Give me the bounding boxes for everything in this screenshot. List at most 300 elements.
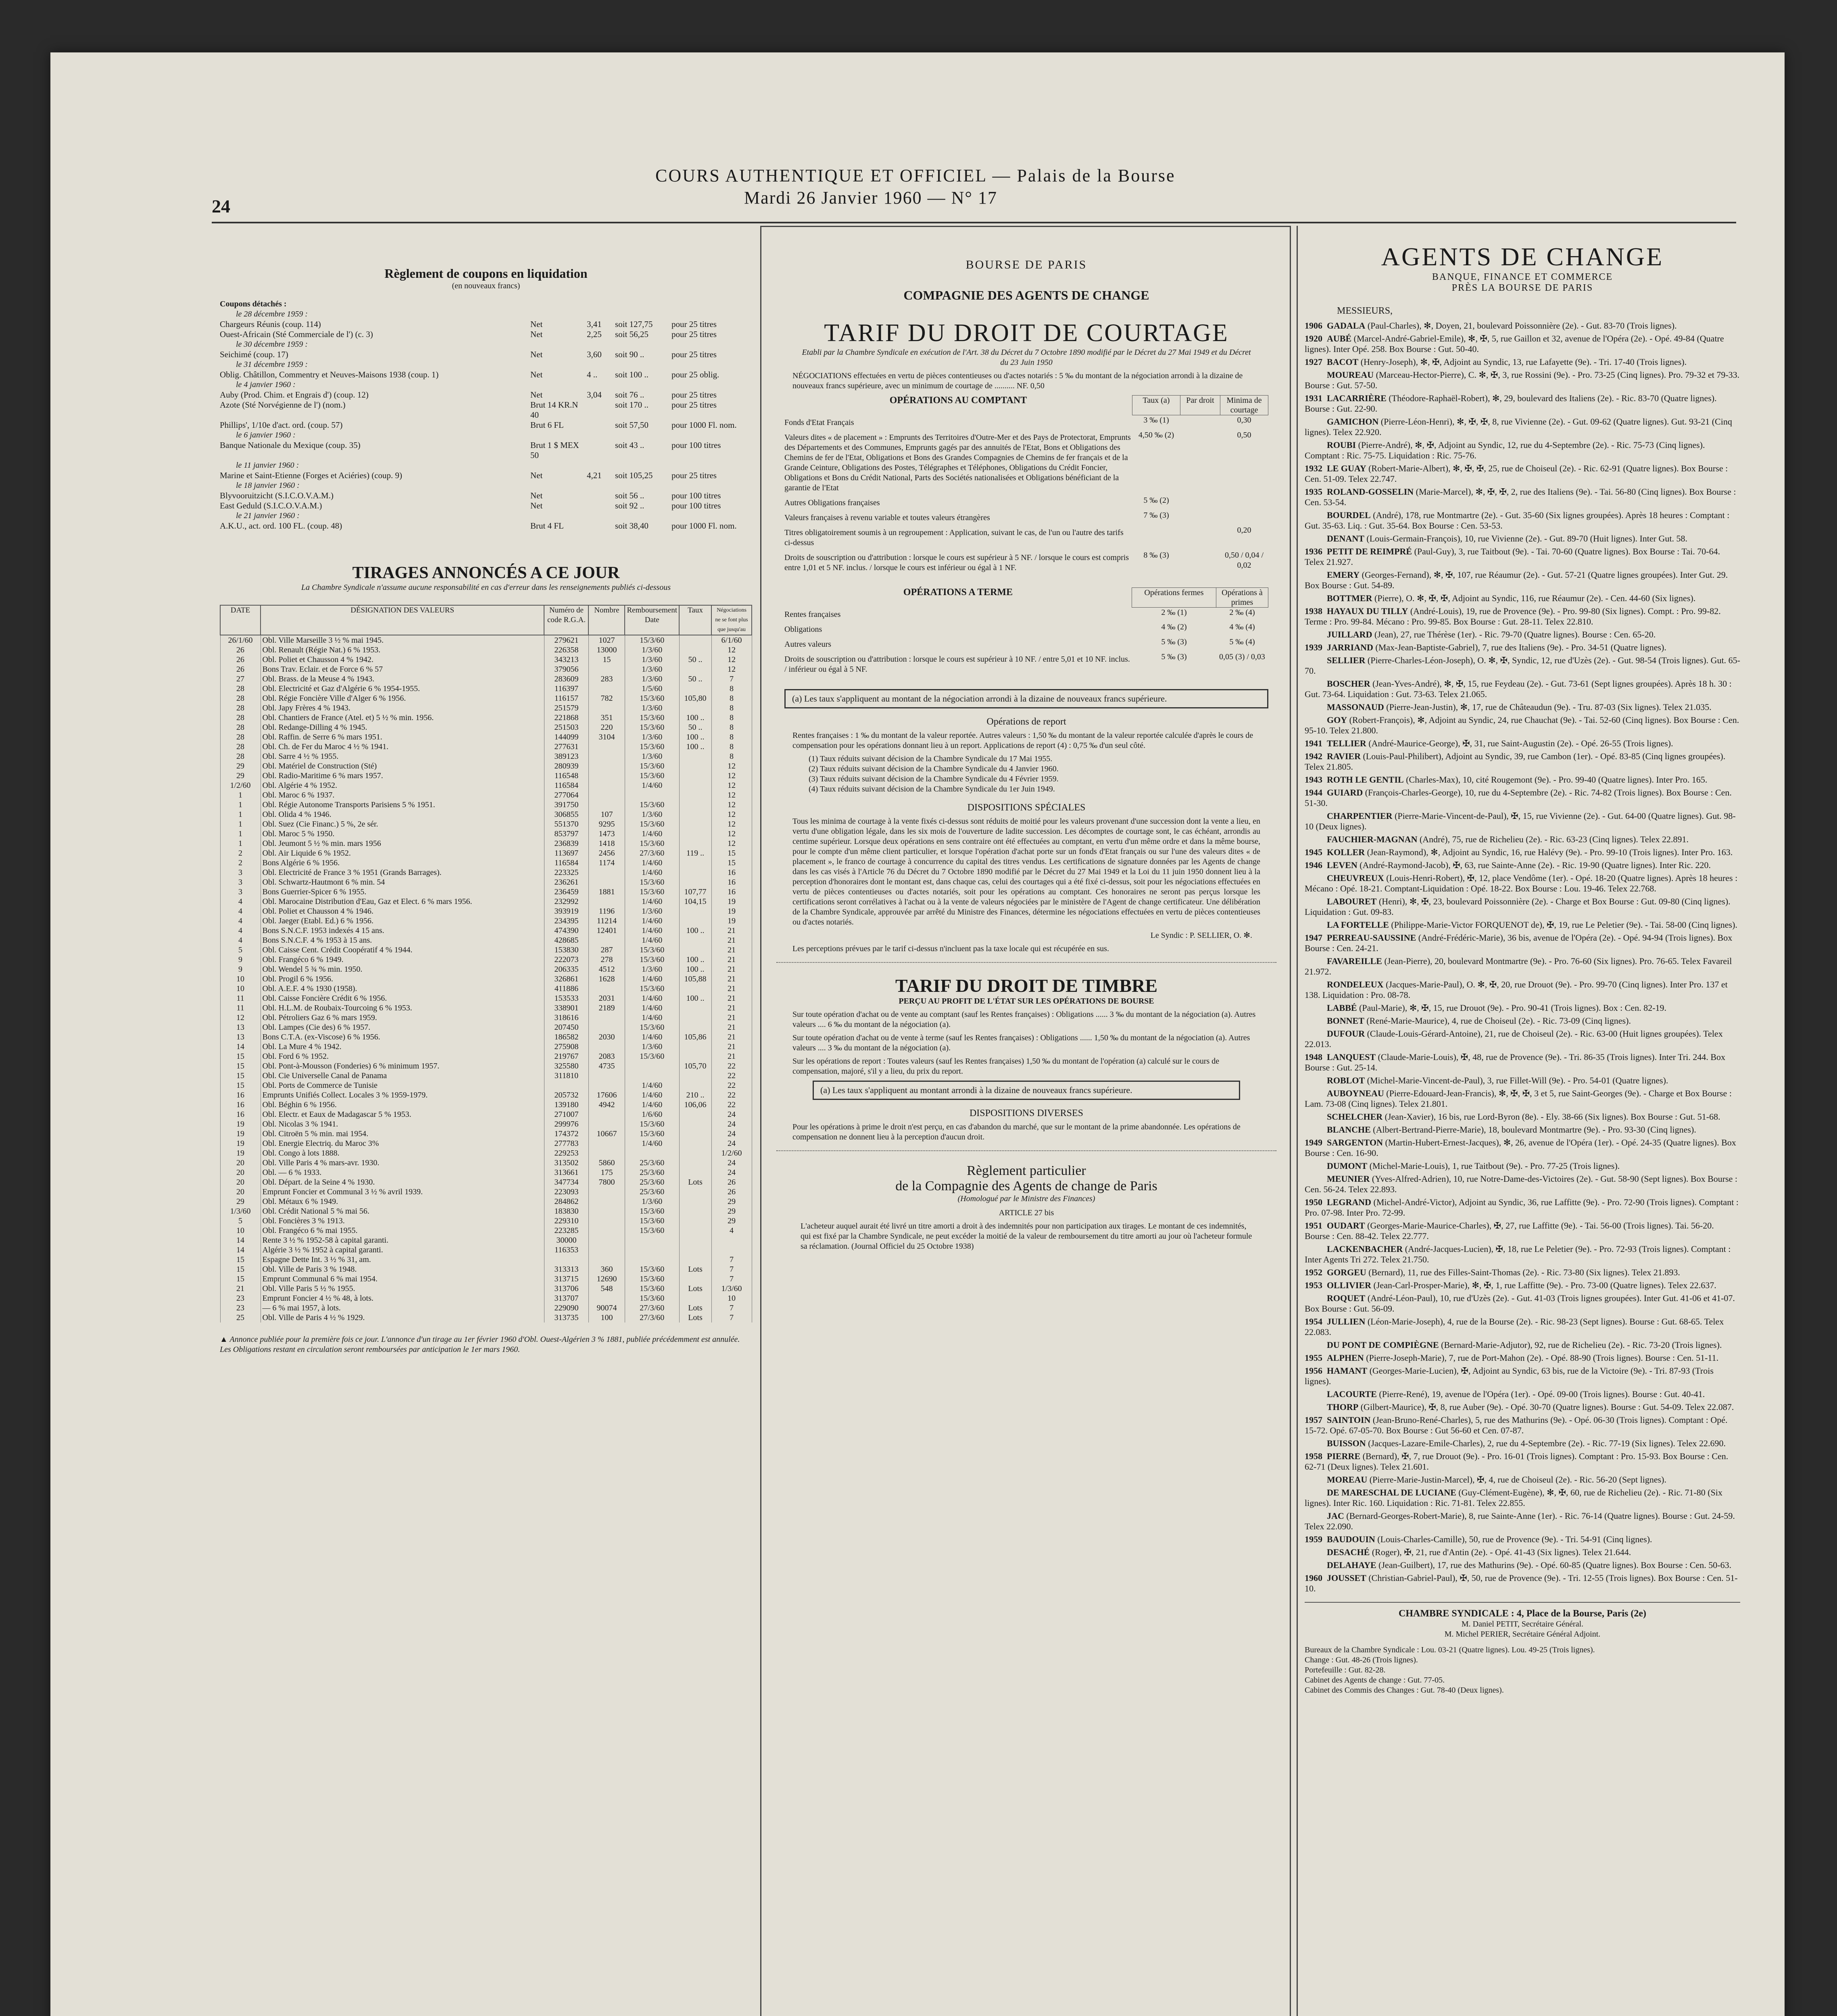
terme-row xyxy=(784,637,1268,652)
table-cell: 1/2/60 xyxy=(711,1148,752,1158)
table-cell: 13 xyxy=(220,1032,261,1042)
col-droit: Par droit xyxy=(1180,396,1220,415)
table-cell: 1/4/60 xyxy=(625,781,679,790)
table-cell: 338901 xyxy=(544,1003,588,1013)
report-text: Rentes françaises : 1 ‰ du montant de la valeur reportée. Autres valeurs : 1,50 ‰ du montant de la valeur reportée calculée d'après le cours de compensation pour les opérations donnant lieu à un report. Applications de report (4) : 0,75 ‰ d'un seul côté. xyxy=(792,731,1253,750)
table-cell xyxy=(711,1245,752,1255)
table-cell: 306855 xyxy=(544,810,588,819)
table-cell: 21 xyxy=(711,964,752,974)
table-cell: 15/3/60 xyxy=(625,1293,679,1303)
agent-year: 1932 xyxy=(1305,463,1322,473)
table-cell: Obl. Crédit National 5 % mai 56. xyxy=(261,1206,544,1216)
table-cell: 22 xyxy=(711,1061,752,1071)
table-cell: 12 xyxy=(711,810,752,819)
coupon-soit: soit 127,75 xyxy=(615,319,653,329)
table-row xyxy=(220,916,752,926)
table-row xyxy=(220,732,752,742)
table-cell: 5 xyxy=(220,1216,261,1226)
table-cell: Rente 3 ½ % 1952-58 à capital garanti. xyxy=(261,1235,544,1245)
agent-details: (Jean-Carl-Prosper-Marie), ✻, ✠, 1, rue Laffitte (9e). - Pro. 73-00 (Quatre lignes). Telex 22.637. xyxy=(1373,1280,1716,1290)
table-cell: Obl. Pont-à-Mousson (Fonderies) 6 % minimum 1957. xyxy=(261,1061,544,1071)
table-cell xyxy=(588,1110,625,1119)
table-cell: Obl. Ville Marseille 3 ½ % mai 1945. xyxy=(261,635,544,645)
table-cell: Bons C.T.A. (ex-Viscose) 6 % 1956. xyxy=(261,1032,544,1042)
table-row xyxy=(220,1274,752,1284)
table-cell: 11 xyxy=(220,993,261,1003)
agent-name: JOUSSET xyxy=(1327,1573,1366,1583)
comptant-droit xyxy=(1180,496,1220,510)
table-cell: 251579 xyxy=(544,703,588,713)
table-cell: 24 xyxy=(711,1119,752,1129)
table-row xyxy=(220,1216,752,1226)
agent-details: (Georges-Marie-Maurice-Charles), ✠, 27, rue Laffitte (9e). - Tai. 56-00 (Trois lignes). Tai. 56-20. Bourse : Cen. 88-42. Telex 22.777. xyxy=(1305,1220,1714,1241)
terme-row xyxy=(784,652,1268,677)
coupon-pour: pour 25 titres xyxy=(671,329,717,339)
agent-name: SAINTOIN xyxy=(1327,1415,1371,1425)
agent-year: 1960 xyxy=(1305,1573,1322,1583)
table-cell: 2083 xyxy=(588,1052,625,1061)
table-cell: 1/4/60 xyxy=(625,1139,679,1148)
table-cell: Obl. H.L.M. de Roubaix-Tourcoing 6 % 1953. xyxy=(261,1003,544,1013)
table-cell xyxy=(588,742,625,752)
coupon-date: le 30 décembre 1959 : xyxy=(236,340,308,349)
agent-details: (Yves-Alfred-Adrien), 10, rue Notre-Dame-des-Victoires (2e). - Gut. 58-90 (Sept lignes). Box Bourse : Cen. 56-24. Telex 22.893. xyxy=(1305,1174,1738,1194)
table-cell: 8 xyxy=(711,742,752,752)
table-cell: 1/4/60 xyxy=(625,1081,679,1090)
table-cell: 144099 xyxy=(544,732,588,742)
table-cell: 4 xyxy=(220,926,261,935)
table-cell: 11 xyxy=(220,1003,261,1013)
table-cell: 12 xyxy=(711,839,752,848)
sec-gen: M. Daniel PETIT, Secrétaire Général. xyxy=(1461,1620,1584,1629)
table-cell: 15/3/60 xyxy=(625,800,679,810)
table-cell: 116397 xyxy=(544,684,588,694)
agent-name: LACKENBACHER xyxy=(1327,1244,1403,1254)
courtage-negociations: NÉGOCIATIONS effectuées en vertu de pièces contentieuses ou d'actes notariés : 5 ‰ du montant de la négociation arrondi à la dizaine de nouveaux francs supérieure, avec un minimum de courtage de .......... NF. 0,50 xyxy=(792,371,1243,390)
table-cell: 8 xyxy=(711,713,752,723)
table-cell xyxy=(588,1081,625,1090)
table-cell xyxy=(625,1071,679,1081)
table-cell: 21 xyxy=(711,935,752,945)
table-cell: Obl. Electr. et Eaux de Madagascar 5 % 1953. xyxy=(261,1110,544,1119)
table-cell: 50 .. xyxy=(679,723,711,732)
table-cell: 15/3/60 xyxy=(625,839,679,848)
coupon-row xyxy=(220,319,752,329)
agent-entry xyxy=(1305,606,1740,627)
table-cell: 236261 xyxy=(544,877,588,887)
table-cell: 27 xyxy=(220,674,261,684)
table-cell: 4512 xyxy=(588,964,625,974)
table-row xyxy=(220,703,752,713)
timbre-terme: Sur toute opération d'achat ou de vente à terme (sauf les Rentes françaises) : Obligations ...... 1,50 ‰ du montant de la négociation (a). Autres valeurs .... 3 ‰ du montant de la négociation (a). xyxy=(792,1033,1250,1052)
coupon-date: le 31 décembre 1959 : xyxy=(236,360,308,369)
coupon-type: Brut 4 FL xyxy=(530,521,564,531)
table-cell: 15/3/60 xyxy=(625,955,679,964)
table-cell: Obl. Poliet et Chausson 4 % 1942. xyxy=(261,655,544,664)
portefeuille: Portefeuille : Gut. 82-28. xyxy=(1305,1666,1386,1674)
table-cell: 1/6/60 xyxy=(625,1110,679,1119)
table-cell: 7 xyxy=(711,1303,752,1313)
coupon-date: le 21 janvier 1960 : xyxy=(236,511,300,520)
table-cell: Obl. Jeumont 5 ½ % min. mars 1956 xyxy=(261,839,544,848)
agent-year: 1949 xyxy=(1305,1137,1322,1148)
table-cell: Obl. Poliet et Chausson 4 % 1946. xyxy=(261,906,544,916)
table-cell xyxy=(679,945,711,955)
header-rule xyxy=(212,222,1736,223)
agent-entry xyxy=(1305,1052,1740,1073)
table-cell: Obl. Matériel de Construction (Sté) xyxy=(261,761,544,771)
table-row xyxy=(220,877,752,887)
coupon-pour: pour 100 titres xyxy=(671,491,721,500)
agent-name: RONDELEUX xyxy=(1327,979,1384,989)
coupon-amount xyxy=(587,440,615,460)
table-cell: 1 xyxy=(220,810,261,819)
table-cell xyxy=(679,684,711,694)
table-cell: Bons S.N.C.F. 4 % 1953 à 15 ans. xyxy=(261,935,544,945)
table-cell: Algérie 3 ½ % 1952 à capital garanti. xyxy=(261,1245,544,1255)
agent-details: (André-Frédéric-Marie), 36 bis, avenue de l'Opéra (2e). - Opé. 94-94 (Trois lignes). Box Bourse : Cen. 24-21. xyxy=(1305,933,1733,953)
terme-row xyxy=(784,622,1268,637)
comptant-min: 0,20 xyxy=(1237,525,1251,535)
agent-year: 1936 xyxy=(1305,546,1322,556)
coupon-name: Seichimé (coup. 17) xyxy=(220,350,288,359)
table-cell: 15/3/60 xyxy=(625,984,679,993)
table-cell xyxy=(679,664,711,674)
table-cell: 223093 xyxy=(544,1187,588,1197)
agent-entry xyxy=(1305,1174,1740,1195)
agent-name: GORGEU xyxy=(1327,1267,1366,1277)
agent-details: (Philippe-Marie-Victor FORQUENOT de), ✠, 19, rue Le Peletier (9e). - Tai. 58-00 (Cinq lignes). xyxy=(1391,920,1737,930)
table-cell: Obl. Radio-Maritime 6 % mars 1957. xyxy=(261,771,544,781)
table-row xyxy=(220,1158,752,1168)
agent-name: BUISSON xyxy=(1327,1438,1366,1448)
table-cell: 284862 xyxy=(544,1197,588,1206)
table-cell: 28 xyxy=(220,703,261,713)
table-cell: 210 .. xyxy=(679,1090,711,1100)
table-cell: 3 xyxy=(220,877,261,887)
agent-details: (Guy-Clément-Eugène), ✻, ✠, 60, rue de Richelieu (2e). - Ric. 71-80 (Six lignes). Inter Ric. 160. Liquidation : Ric. 71-81. Telex 22.855. xyxy=(1305,1487,1722,1508)
agent-details: (André-Raymond-Jacob), ✠, 63, rue Sainte-Anne (2e). - Ric. 19-90 (Quatre lignes). Inter Ric. 220. xyxy=(1360,860,1711,870)
bourse-de-paris: BOURSE DE PARIS xyxy=(965,258,1087,271)
agent-name: ROLAND-GOSSELIN xyxy=(1327,487,1414,497)
table-row xyxy=(220,1023,752,1032)
table-cell: 12401 xyxy=(588,926,625,935)
coupon-name: Auby (Prod. Chim. et Engrais d') (coup. 12) xyxy=(220,390,369,400)
agent-name: JUILLARD xyxy=(1327,629,1372,639)
table-row xyxy=(220,1148,752,1158)
table-cell: 1/4/60 xyxy=(625,858,679,868)
table-cell: Obl. Marocaine Distribution d'Eau, Gaz et Elect. 6 % mars 1956. xyxy=(261,897,544,906)
table-cell: 19 xyxy=(220,1129,261,1139)
table-cell: Obl. Métaux 6 % 1949. xyxy=(261,1197,544,1206)
agent-name: OLLIVIER xyxy=(1327,1280,1372,1290)
agent-details: (Henry-Joseph), ✻, ✠, Adjoint au Syndic, 13, rue Lafayette (9e). - Tri. 17-40 (Trois lignes). xyxy=(1360,357,1687,367)
table-cell: 100 .. xyxy=(679,955,711,964)
agent-details: (André-Maurice-George), ✠, 31, rue Saint-Augustin (2e). - Opé. 26-55 (Trois lignes). xyxy=(1368,738,1673,748)
agent-details: (Jean-Xavier), 16 bis, rue Lord-Byron (8e). - Ely. 38-66 (Six lignes). Box Bourse : Gut. 51-68. xyxy=(1385,1112,1720,1122)
table-cell: Obl. Foncières 3 % 1913. xyxy=(261,1216,544,1226)
table-cell: 1/4/60 xyxy=(625,868,679,877)
table-cell: 15/3/60 xyxy=(625,1119,679,1129)
coupon-type: Net xyxy=(530,350,543,359)
terme-label: Obligations xyxy=(784,625,822,634)
agent-year: 1944 xyxy=(1305,787,1322,798)
table-cell: 5 xyxy=(220,945,261,955)
table-cell xyxy=(679,1052,711,1061)
table-cell: 9295 xyxy=(588,819,625,829)
table-cell: 4735 xyxy=(588,1061,625,1071)
agent-name: LA FORTELLE xyxy=(1327,920,1389,930)
table-row xyxy=(220,993,752,1003)
comptant-table xyxy=(784,395,1268,575)
table-cell: Obl. Départ. de la Seine 4 % 1930. xyxy=(261,1177,544,1187)
table-cell: 1881 xyxy=(588,887,625,897)
agent-details: (Théodore-Raphaël-Robert), ✻, 29, boulevard des Italiens (2e). - Ric. 83-70 (Quatre lignes). Bourse : Gut. 22-90. xyxy=(1305,393,1717,414)
agent-name: ALPHEN xyxy=(1327,1353,1364,1363)
table-row xyxy=(220,790,752,800)
table-cell xyxy=(679,1148,711,1158)
table-cell: 15 xyxy=(220,1052,261,1061)
agent-name: FAUCHIER-MAGNAN xyxy=(1327,834,1418,844)
coupons-title: Règlement de coupons en liquidation xyxy=(384,266,588,281)
table-cell xyxy=(679,1013,711,1023)
table-cell: 278 xyxy=(588,955,625,964)
coupon-amount xyxy=(587,420,615,430)
table-cell: 22 xyxy=(711,1100,752,1110)
agent-name: THORP xyxy=(1327,1402,1359,1412)
agent-entry xyxy=(1305,979,1740,1000)
coupon-name: A.K.U., act. ord. 100 FL. (coup. 48) xyxy=(220,521,342,531)
cabinet: Cabinet des Agents de change : Gut. 77-05. xyxy=(1305,1676,1445,1685)
agent-details: (Bernard), 11, rue des Filles-Saint-Thomas (2e). - Ric. 73-80 (Six lignes). Telex 21.893. xyxy=(1368,1267,1680,1277)
coupon-row xyxy=(220,350,752,360)
coupon-pour: pour 1000 Fl. nom. xyxy=(671,521,737,531)
table-cell: 21 xyxy=(711,926,752,935)
table-cell: 15/3/60 xyxy=(625,887,679,897)
agent-details: (Marie-Marcel), ✻, ✠, ✠, 2, rue des Italiens (9e). - Tai. 56-80 (Cinq lignes). Box Bourse : Cen. 53-54. xyxy=(1305,487,1736,507)
table-cell: 8 xyxy=(711,752,752,761)
table-row xyxy=(220,935,752,945)
table-cell: 1/4/60 xyxy=(625,935,679,945)
agent-name: BACOT xyxy=(1327,357,1359,367)
note-a-box: (a) Les taux s'appliquent au montant de la négociation arrondi à la dizaine de nouveaux francs supérieure. xyxy=(784,689,1268,708)
agent-name: BAUDOUIN xyxy=(1327,1534,1375,1544)
table-row xyxy=(220,674,752,684)
table-cell: 347734 xyxy=(544,1177,588,1187)
table-cell: 21 xyxy=(711,993,752,1003)
table-cell: Bons Guerrier-Spicer 6 % 1955. xyxy=(261,887,544,897)
agents-list xyxy=(1305,321,1740,1594)
table-row xyxy=(220,1071,752,1081)
table-cell xyxy=(588,664,625,674)
table-cell: 20 xyxy=(220,1187,261,1197)
agent-entry xyxy=(1305,920,1740,930)
table-cell: 105,80 xyxy=(679,694,711,703)
table-row xyxy=(220,829,752,839)
agent-entry xyxy=(1305,679,1740,700)
table-cell: 206335 xyxy=(544,964,588,974)
reglement-title2: de la Compagnie des Agents de change de Paris xyxy=(895,1179,1157,1193)
coupon-date: le 11 janvier 1960 : xyxy=(236,461,299,470)
table-cell: 12 xyxy=(711,781,752,790)
table-cell: Obl. Wendel 5 ¾ % min. 1950. xyxy=(261,964,544,974)
agent-details: (Pierre-Marie-Vincent-de-Paul), ✠, 15, rue Vivienne (2e). - Gut. 64-00 (Quatre lignes). Gut. 98-10 (Deux lignes). xyxy=(1305,811,1736,831)
table-cell xyxy=(588,771,625,781)
coupon-pour: pour 25 titres xyxy=(671,400,717,410)
agent-details: (Claude-Louis-Gérard-Antoine), 21, rue de Choiseul (2e). - Ric. 63-00 (Huit lignes groupées). Telex 22.013. xyxy=(1305,1029,1723,1049)
table-cell: 19 xyxy=(711,897,752,906)
table-cell: 27/3/60 xyxy=(625,848,679,858)
table-cell: 10 xyxy=(220,1226,261,1235)
dispositions-text: Tous les minima de courtage à la vente fixés ci-dessus sont réduits de moitié pour les valeurs provenant d'une succession dont la vente a lieu, en vertu d'une obligation légale, dans les six mois de l'ouverture de ladite succession. Les décomptes de courtage sont, le cas échéant, arrondis au centime supérieur. Lorsque deux opérations en sens contraire ont été effectuées au comptant, en vertu d'un même ordre et dans la même bourse, pour le compte d'un même client particulier, et lorsque l'opération d'achat porte sur un fonds d'Etat français ou sur l'une des valeurs dites « de placement », le franco de courtage à concurrence du capital des titres vendus. Les certifications de signature données par les Agents de change dans les cas visés à l'Article 76 du Décret du 7 Octobre 1890 modifié par le Décret du 27 Mai 1949 et la Loi du 11 juin 1950 donnent lieu à la perception d'honoraires dont le montant est, dans chaque cas, celui des courtages qui a été fixé ci-dessus, soit pour les négociations effectuées en vertu de pièces contentieuses ou d'actes notariés, soit pour les opérations au comptant. Ces honoraires ne seront pas perçus lorsque les certifications seront corrélatives à l'achat ou à la vente de valeurs négociées par le ministère de l'Agent de change certificateur. Une délibération de la Chambre Syndicale, approuvée par arrêté du Ministre des Finances, détermine les négociations effectuées en vertu de pièces contentieuses ou d'actes notariés. xyxy=(792,817,1260,927)
table-row xyxy=(220,1206,752,1216)
table-cell: 221868 xyxy=(544,713,588,723)
table-cell xyxy=(625,1245,679,1255)
table-cell: 15 xyxy=(220,1264,261,1274)
agent-details: (André-Jacques-Lucien), ✠, 18, rue Le Peletier (9e). - Pro. 72-93 (Trois lignes). Comptant : Inter Agents Tri 272. Telex 21.750. xyxy=(1305,1244,1731,1264)
table-cell: 1/5/60 xyxy=(625,684,679,694)
table-cell: Obl. La Mure 4 % 1942. xyxy=(261,1042,544,1052)
agent-details: (Claude-Marie-Louis), ✠, 48, rue de Provence (9e). - Tri. 86-35 (Trois lignes). Inter Tri. 244. Box Bourse : Gut. 25-14. xyxy=(1305,1052,1726,1073)
table-cell: 20 xyxy=(220,1158,261,1168)
th-date: DATE xyxy=(220,605,261,635)
table-cell xyxy=(679,1293,711,1303)
table-cell: 104,15 xyxy=(679,897,711,906)
table-cell: Obl. Caisse Foncière Crédit 6 % 1956. xyxy=(261,993,544,1003)
agent-entry xyxy=(1305,751,1740,772)
agent-details: (Marcel-André-Gabriel-Emile), ✻, ✠, 5, rue Gaillon et 32, avenue de l'Opéra (2e). - Opé. 49-84 (Quatre lignes). Inter Opé. 258. Box Bourse : Gut. 50-40. xyxy=(1305,333,1724,354)
table-row xyxy=(220,1081,752,1090)
agent-details: (Pierre-Edouard-Jean-Francis), ✻, ✠, ✠, 3 et 5, rue Saint-Georges (9e). - Charge et Box Bourse : Lam. 73-08 (Cinq lignes). Telex 21.801. xyxy=(1305,1088,1732,1109)
coupon-type: Net xyxy=(530,370,543,379)
table-cell: Obl. A.E.F. 4 % 1930 (1958). xyxy=(261,984,544,993)
coupon-name: East Geduld (S.I.C.O.V.A.M.) xyxy=(220,501,322,510)
comptant-droit xyxy=(1180,550,1220,575)
diverses-text: Pour les opérations à prime le droit n'est perçu, en cas d'abandon du marché, que sur le montant de la prime abandonnée. Les opérations de compensation ne donnent lieu à la perception d'aucun droit. xyxy=(776,1122,1276,1151)
table-cell: 50 .. xyxy=(679,655,711,664)
table-cell: 21 xyxy=(711,1023,752,1032)
table-cell: 29 xyxy=(220,1197,261,1206)
comptant-droit xyxy=(1180,430,1220,496)
table-cell: 21 xyxy=(711,1032,752,1042)
table-cell: 15/3/60 xyxy=(625,819,679,829)
agent-entry xyxy=(1305,1534,1740,1545)
table-cell: 1/4/60 xyxy=(625,916,679,926)
table-cell: 1628 xyxy=(588,974,625,984)
table-cell: 1/3/60 xyxy=(625,732,679,742)
table-row xyxy=(220,1293,752,1303)
table-cell: 1418 xyxy=(588,839,625,848)
agent-name: RAVIER xyxy=(1327,751,1361,761)
agent-name: LABBÉ xyxy=(1327,1003,1357,1013)
table-cell: 1 xyxy=(220,839,261,848)
table-cell: 15/3/60 xyxy=(625,723,679,732)
table-row xyxy=(220,684,752,694)
coupon-soit: soit 92 .. xyxy=(615,501,644,510)
table-cell: 100 .. xyxy=(679,732,711,742)
table-cell: 9 xyxy=(220,955,261,964)
table-cell xyxy=(588,800,625,810)
agent-year: 1953 xyxy=(1305,1280,1322,1290)
notes-list xyxy=(776,754,1276,794)
page-number: 24 xyxy=(212,196,230,217)
table-cell: 100 .. xyxy=(679,964,711,974)
comptant-taux: 7 ‰ (3) xyxy=(1143,510,1169,520)
table-cell: Obl. Chantiers de France (Atel. et) 5 ½ % min. 1956. xyxy=(261,713,544,723)
table-cell: 12 xyxy=(711,655,752,664)
table-cell xyxy=(679,810,711,819)
agent-year: 1939 xyxy=(1305,642,1322,652)
coupon-type: Net xyxy=(530,390,543,400)
table-cell: 12 xyxy=(711,819,752,829)
table-cell: 12 xyxy=(711,800,752,810)
agent-name: ROTH LE GENTIL xyxy=(1327,775,1404,785)
perceptions: Les perceptions prévues par le tarif ci-dessus n'incluent pas la taxe locale qui est récupérée en sus. xyxy=(776,944,1276,963)
table-cell: 428685 xyxy=(544,935,588,945)
coupon-amount xyxy=(587,501,615,511)
terme-fermes: Opérations fermes xyxy=(1132,587,1216,607)
agent-entry xyxy=(1305,655,1740,676)
agent-year: 1935 xyxy=(1305,487,1322,497)
table-cell: 1/4/60 xyxy=(625,1090,679,1100)
agent-details: (Jacques-Marie-Paul), O. ✻, ✠, 20, rue Drouot (9e). - Pro. 99-70 (Cinq lignes). Inter Pro. 137 et 138. Liquidation : Pro. 08-78. xyxy=(1305,979,1728,1000)
agent-entry xyxy=(1305,811,1740,832)
table-cell: 12 xyxy=(711,771,752,781)
table-cell xyxy=(588,1119,625,1129)
th-code: Numéro de code R.G.A. xyxy=(544,605,588,635)
agent-entry xyxy=(1305,1353,1740,1363)
table-cell: 6/1/60 xyxy=(711,635,752,645)
table-cell: 3 xyxy=(220,868,261,877)
agent-year: 1945 xyxy=(1305,847,1322,857)
agents-title: AGENTS DE CHANGE xyxy=(1381,242,1664,271)
table-cell: 251503 xyxy=(544,723,588,732)
table-cell xyxy=(679,1139,711,1148)
table-cell: Obl. Renault (Régie Nat.) 6 % 1953. xyxy=(261,645,544,655)
table-cell xyxy=(679,1245,711,1255)
agent-details: (Albert-Bertrand-Pierre-Marie), 18, boulevard Montmartre (9e). - Pro. 93-30 (Cinq lignes). xyxy=(1373,1125,1696,1135)
agent-details: (Pierre-René), 19, avenue de l'Opéra (1er). - Opé. 09-00 (Trois lignes). Bourse : Gut. 40-41. xyxy=(1379,1389,1705,1399)
table-cell: 26 xyxy=(220,645,261,655)
terme-table xyxy=(784,587,1268,677)
table-cell: 15/3/60 xyxy=(625,1129,679,1139)
table-cell: 1/3/60 xyxy=(625,752,679,761)
table-cell xyxy=(679,752,711,761)
table-cell: 8 xyxy=(711,732,752,742)
table-cell: 28 xyxy=(220,752,261,761)
agent-entry xyxy=(1305,933,1740,954)
agent-entry xyxy=(1305,570,1740,591)
table-cell xyxy=(679,1119,711,1129)
table-cell: 8 xyxy=(711,703,752,713)
coupon-soit: soit 57,50 xyxy=(615,420,648,430)
newspaper-page xyxy=(50,52,1785,2016)
table-cell xyxy=(679,1187,711,1197)
syndic: Le Syndic : P. SELLIER, O. ✻. xyxy=(1150,931,1252,940)
table-cell: 1/4/60 xyxy=(625,897,679,906)
coupon-amount: 2,25 xyxy=(587,329,602,339)
table-cell xyxy=(679,858,711,868)
table-cell: Obl. Jaeger (Etabl. Ed.) 6 % 1956. xyxy=(261,916,544,926)
right-column xyxy=(1305,230,1740,2016)
table-cell: Obl. Frangéco 6 % 1949. xyxy=(261,955,544,964)
table-cell: 4942 xyxy=(588,1100,625,1110)
table-cell xyxy=(588,1226,625,1235)
agent-details: (Jacques-Lazare-Emile-Charles), 2, rue du 4-Septembre (2e). - Ric. 77-19 (Six lignes). Telex 22.690. xyxy=(1368,1438,1726,1448)
table-cell: 283609 xyxy=(544,674,588,684)
table-cell: 29 xyxy=(711,1216,752,1226)
table-row xyxy=(220,635,752,645)
